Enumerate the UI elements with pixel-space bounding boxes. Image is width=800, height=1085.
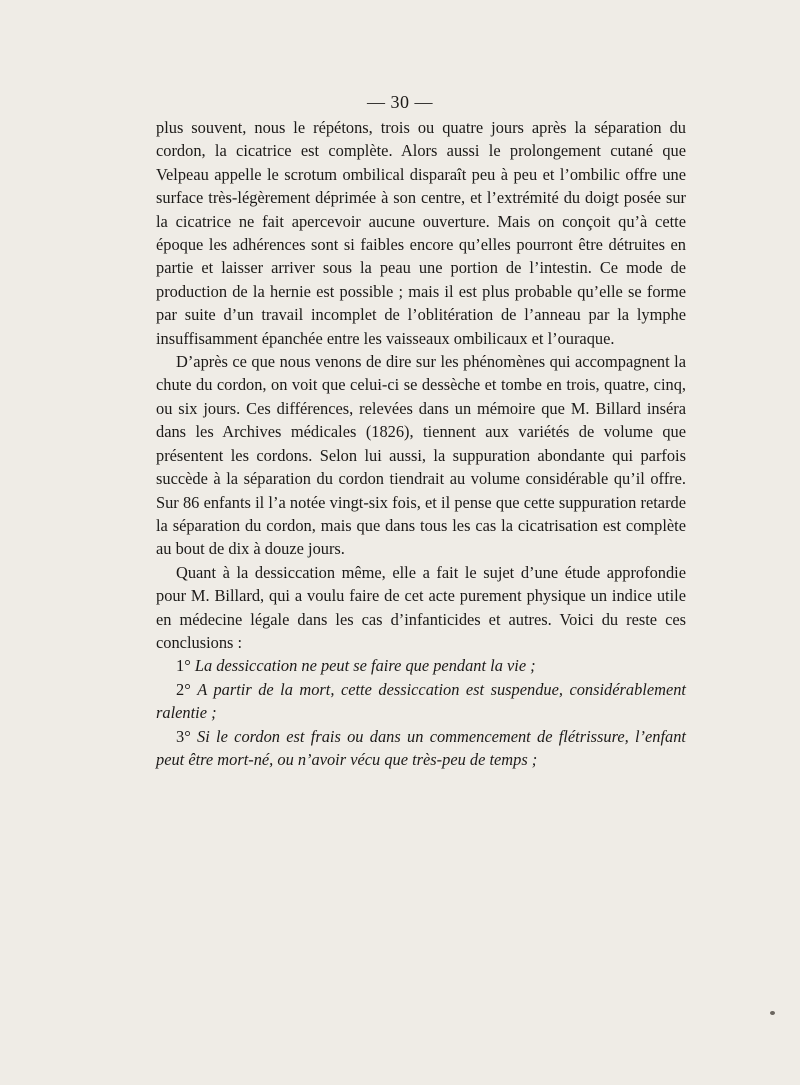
conclusion-text: A partir de la mort, cette dessiccation est suspendue, considérablement ralentie ; (156, 679, 686, 723)
conclusion-item-1 (156, 654, 686, 677)
conclusion-text: La dessiccation ne peut se faire que pendant la vie ; (194, 656, 536, 676)
paragraph-1: plus souvent, nous le répétons, trois ou quatre jours après la séparation du cordon, la cicatrice est complète. Alors aussi le prolongement cutané que Velpeau appelle le scrotum ombilical disparaît peu à peu et l’ombilic offre une surface très-légèrement déprimée à son centre, et l’extrémité du doigt posée sur la cicatrice ne fait apercevoir aucune ouverture. Mais on conçoit qu’à cette époque les adhérences sont si faibles encore qu’elles pourront être détruites en partie et laisser arriver sous la peau une portion de l’intestin. Ce mode de production de la hernie est possible ; mais il est plus probable qu’elle se forme par suite d’un travail incomplet de l’oblitération de l’anneau par la lymphe insuffisamment épanchée entre les vaisseaux ombilicaux et l’ouraque. (156, 118, 686, 348)
conclusion-item-3 (156, 725, 686, 772)
paragraph-2: D’après ce que nous venons de dire sur les phénomènes qui accompagnent la chute du cordon, on voit que celui-ci se dessèche et tombe en trois, quatre, cinq, ou six jours. Ces différences, relevées dans un mémoire que M. Billard inséra dans les Archives médicales (1826), tiennent aux variétés de volume que présentent les cordons. Selon lui aussi, la suppuration abondante qui parfois succède à la séparation du cordon tiendrait au volume considérable qu’il offre. Sur 86 enfants il l’a notée vingt-six fois, et il pense que cette suppuration retarde la séparation du cordon, mais que dans tous les cas la cicatrisation est complète au bout de dix à douze jours. (156, 352, 686, 559)
paper-speck (770, 1011, 775, 1015)
conclusion-number: 2° (176, 679, 198, 699)
conclusion-number: 1° (176, 656, 195, 676)
conclusion-text: Si le cordon est frais ou dans un commencement de flétrissure, l’enfant peut être mort-né, ou n’avoir vécu que très-peu de temps ; (156, 726, 686, 769)
conclusion-number: 3° (176, 726, 198, 746)
paragraph-3: Quant à la dessiccation même, elle a fait le sujet d’une étude approfondie pour M. Billard, qui a voulu faire de cet acte purement physique un indice utile en médecine légale dans les cas d’infanticides et autres. Voici du reste ces conclusions : (156, 562, 686, 652)
conclusion-item-2 (156, 678, 686, 725)
page-number: — 30 — (367, 92, 433, 112)
body-text (156, 116, 686, 771)
